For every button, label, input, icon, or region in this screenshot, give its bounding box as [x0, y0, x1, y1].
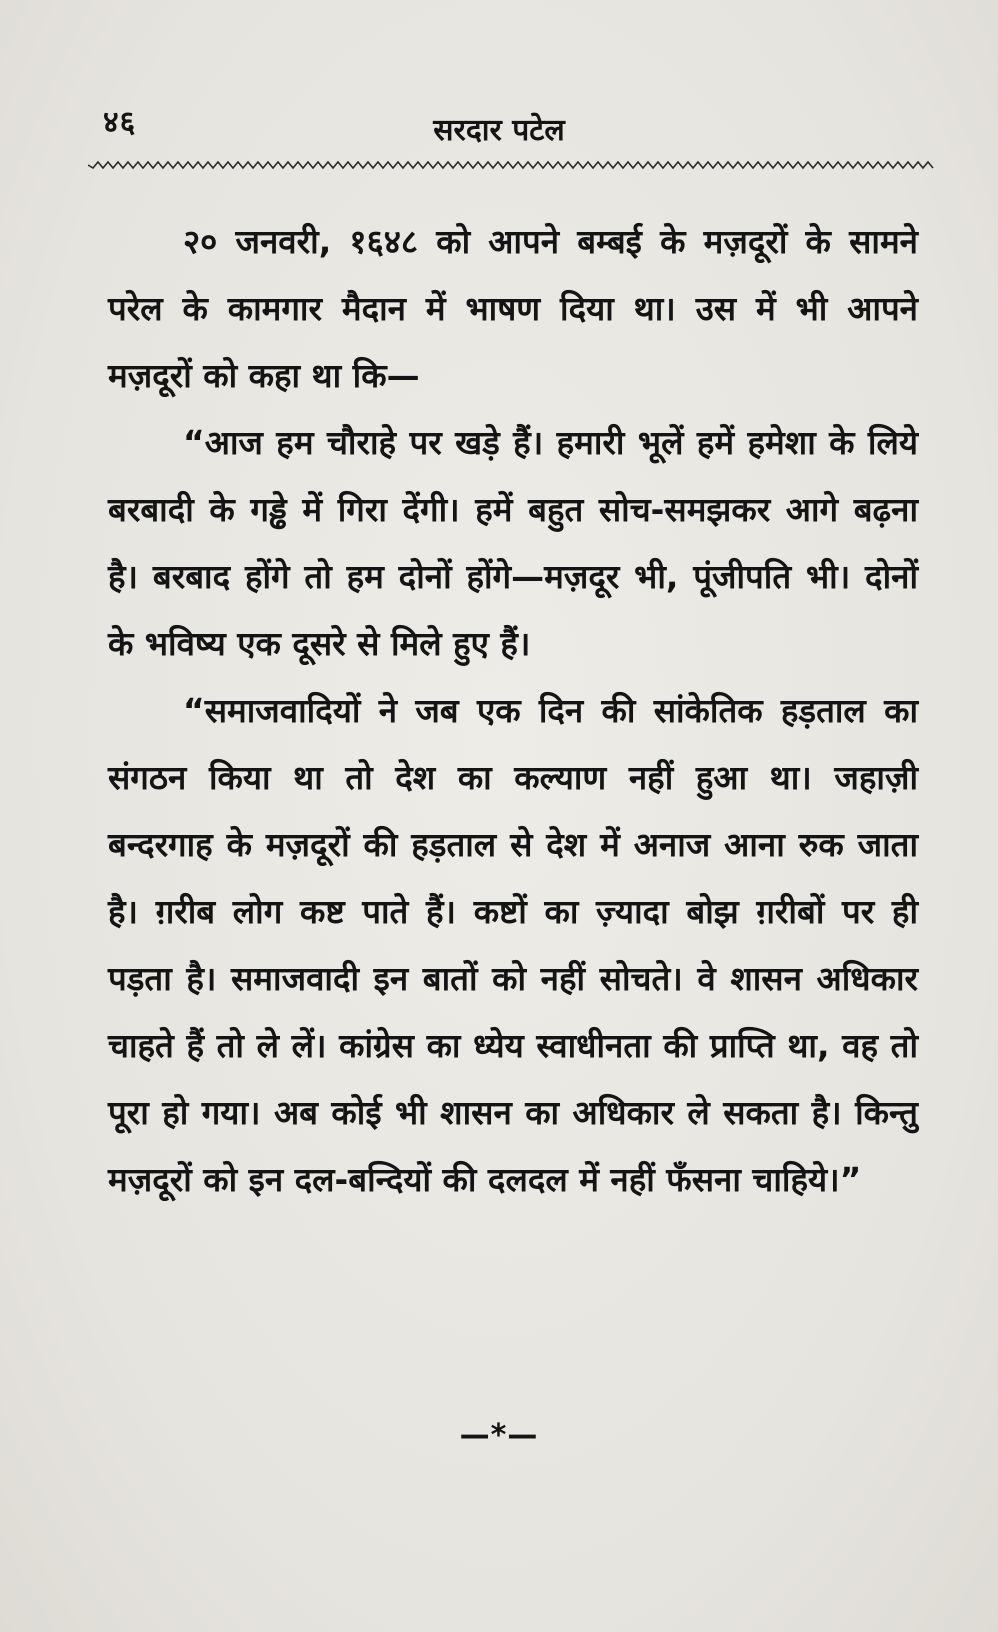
wavy-header-rule [88, 158, 934, 172]
paragraph-1: २० जनवरी, १६४८ को आपने बम्बई के मज़दूरों के सामने परेल के कामगार मैदान में भाषण दिया था। उस में भी आपने मज़दूरों को कहा था कि— [108, 222, 918, 395]
running-head-title: सरदार पटेल [433, 113, 565, 148]
page-number: ४६ [103, 105, 137, 140]
section-separator: —*— [459, 1418, 539, 1453]
paragraph-2: “आज हम चौराहे पर खड़े हैं। हमारी भूलें हमें हमेशा के लिये बरबादी के गड्ढे में गिरा देंगी। हमें बहुत सोच-समझकर आगे बढ़ना है। बरबाद होंगे तो हम दोनों होंगे—मज़दूर भी, पूंजीपति भी। दोनों के भविष्य एक दूसरे से मिले हुए हैं। [108, 423, 918, 663]
paragraph-3: “समाजवादियों ने जब एक दिन की सांकेतिक हड़ताल का संगठन किया था तो देश का कल्याण नहीं हुआ था। जहाज़ी बन्दरगाह के मज़दूरों की हड़ताल से देश में अनाज आना रुक जाता है। ग़रीब लोग कष्ट पाते हैं। कष्टों का ज़्यादा बोझ ग़रीबों पर ही पड़ता है। समाजवादी इन बातों को नहीं सोचते। वे शासन अधिकार चाहते हैं तो ले लें। कांग्रेस का ध्येय स्वाधीनता की प्राप्ति था, वह तो पूरा हो गया। अब कोई भी शासन का अधिकार ले सकता है। किन्तु मज़दूरों को इन दल-बन्दियों की दलदल में नहीं फँसना चाहिये।” [108, 691, 918, 1199]
body-text [108, 208, 918, 1213]
